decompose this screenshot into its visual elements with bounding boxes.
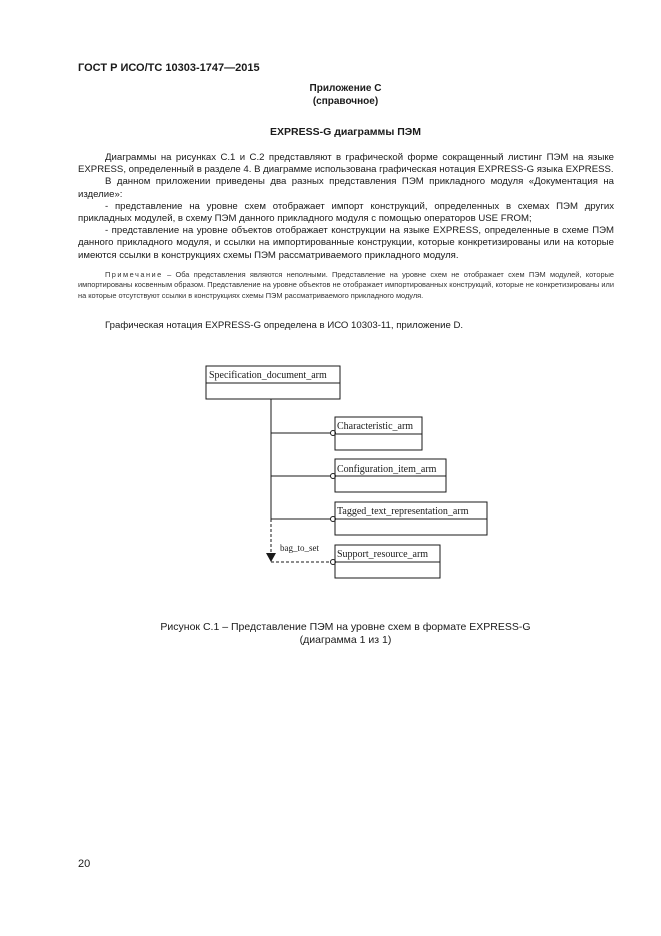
entity-label: Support_resource_arm: [337, 549, 429, 560]
annex-kind: (справочное): [312, 96, 379, 107]
paragraph: В данном приложении приведены два разных представления ПЭМ прикладного модуля «Документация на изделие»:: [78, 176, 614, 200]
caption-line-1: Рисунок С.1 – Представление ПЭМ на уровне схем в формате EXPRESS-G: [160, 621, 531, 633]
paragraph: - представление на уровне объектов отображает конструкции на языке EXPRESS, определенные в схеме ПЭМ данного прикладного модуля, и ссылки на импортированные конструкции, которые конкретизированы или на которые имеются ссылки в конструкциях схемы ПЭМ рассматриваемого прикладного модуля.: [78, 225, 614, 261]
annex-title: Приложение С: [309, 83, 382, 94]
caption-line-2: (диаграмма 1 из 1): [299, 634, 392, 646]
notation-reference: Графическая нотация EXPRESS-G определена в ИСО 10303-11, приложение D.: [105, 320, 464, 331]
entity-root-label: Specification_document_arm: [209, 370, 327, 381]
page-number: 20: [78, 858, 91, 870]
paragraph: - представление на уровне схем отображает импорт конструкций, определенных в схемах ПЭМ других прикладных модулей, в схему ПЭМ данного прикладного модуля с помощью операторов USE FROM;: [78, 200, 614, 225]
note-label: Примечание: [105, 270, 163, 279]
note-text: – Оба представления являются неполными. Представление на уровне схем не отображает схем ПЭМ модулей, которые импортированы косвенным образом. Представление на уровне объектов не отображает импортированных конструкций, которые не конкретизированы или на которые отсутствуют ссылки в конструкциях схемы ПЭМ рассматриваемого прикладного модуля.: [78, 270, 614, 300]
relation-label: bag_to_set: [280, 543, 319, 553]
document-header: ГОСТ Р ИСО/ТС 10303-1747—2015: [78, 62, 260, 74]
entity-child-1: [335, 417, 422, 450]
entity-label: Tagged_text_representation_arm: [337, 506, 469, 517]
figure-caption: [0, 621, 661, 647]
entity-root: [206, 366, 340, 399]
entity-child-2: [335, 459, 446, 492]
entity-label: Characteristic_arm: [337, 421, 414, 432]
entity-child-3: [335, 502, 487, 535]
entity-label: Configuration_item_arm: [337, 464, 437, 475]
entity-child-4: [335, 545, 440, 578]
section-title: EXPRESS-G диаграммы ПЭМ: [270, 126, 421, 138]
paragraph: Диаграммы на рисунках С.1 и С.2 представляют в графической форме сокращенный листинг ПЭМ на языке EXPRESS, определенный в разделе 4. В диаграмме использована графическая нотация EXPRESS-G языка EXPRESS.: [78, 152, 614, 176]
arrow-head: [266, 553, 276, 562]
